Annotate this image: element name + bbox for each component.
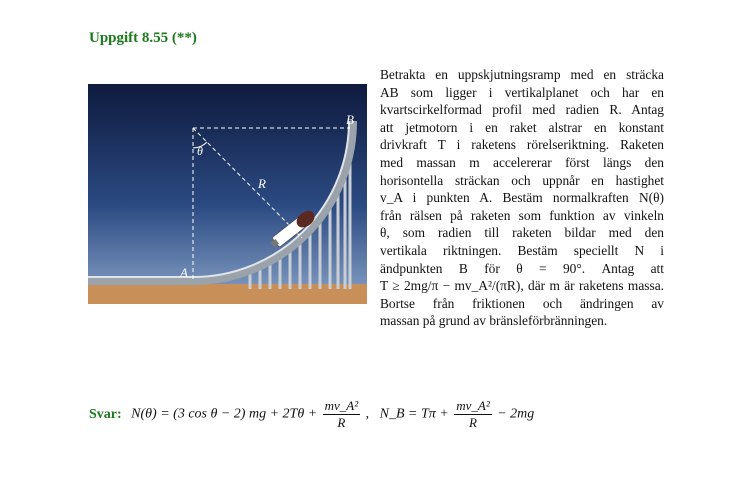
label-A: A xyxy=(180,265,188,280)
answer-separator: , xyxy=(365,406,370,422)
answer-expr2-tail: − 2mg xyxy=(497,406,535,422)
answer-expr2: N_B = Tπ + xyxy=(379,406,449,422)
problem-line: v_A i punkten A. Bestäm normalkraften N(θ) xyxy=(380,190,664,206)
problem-line: T ≥ 2mg/π − mv_A²/(πR), där m är raketens massa. xyxy=(380,278,664,294)
answer-line xyxy=(89,398,534,431)
answer-label: Svar: xyxy=(89,406,122,422)
problem-line: AB som ligger i vertikalplanet och har en xyxy=(380,84,664,100)
problem-line: massan på grund av bränsleförbränningen. xyxy=(380,313,608,329)
frac1-denominator: R xyxy=(337,415,346,430)
problem-line: drivkraft T i raketens rörelseriktning. Raketen xyxy=(380,137,664,153)
problem-line: från rälsen på raketen som funktion av vinkeln xyxy=(380,207,664,223)
problem-title: Uppgift 8.55 (**) xyxy=(89,30,197,46)
problem-line: vertikala riktningen. Bestäm speciellt N i xyxy=(380,242,664,258)
problem-line: horisontella sträckan och uppnår en hastighet xyxy=(380,172,664,188)
problem-line: θ, som radien till raketen bildar med den xyxy=(380,225,664,241)
problem-text xyxy=(380,66,664,330)
answer-frac2 xyxy=(454,398,492,431)
problem-line: Betrakta en uppskjutningsramp med en sträcka xyxy=(380,67,664,82)
answer-frac1 xyxy=(323,398,361,431)
problem-line: att jetmotorn i en raket alstrar en konstant xyxy=(380,119,664,135)
frac2-numerator: mv_A² xyxy=(456,398,490,413)
label-theta: θ xyxy=(197,144,203,158)
label-B: B xyxy=(346,112,354,127)
problem-line: kvartscirkelformad profil med radien R. Antag xyxy=(380,102,664,118)
frac1-numerator: mv_A² xyxy=(324,398,359,413)
ramp-figure xyxy=(88,84,367,304)
problem-line: med massan m accelererar först längs den xyxy=(380,154,664,170)
sky-background xyxy=(88,84,367,304)
ground xyxy=(88,284,367,304)
problem-line: ändpunkten B för θ = 90°. Antag att xyxy=(380,260,664,276)
answer-expr1: N(θ) = (3 cos θ − 2) mg + 2Tθ + xyxy=(131,406,318,422)
frac2-denominator: R xyxy=(469,415,477,430)
label-R: R xyxy=(258,176,266,191)
problem-line: Bortse från friktionen och ändringen av xyxy=(380,295,664,311)
